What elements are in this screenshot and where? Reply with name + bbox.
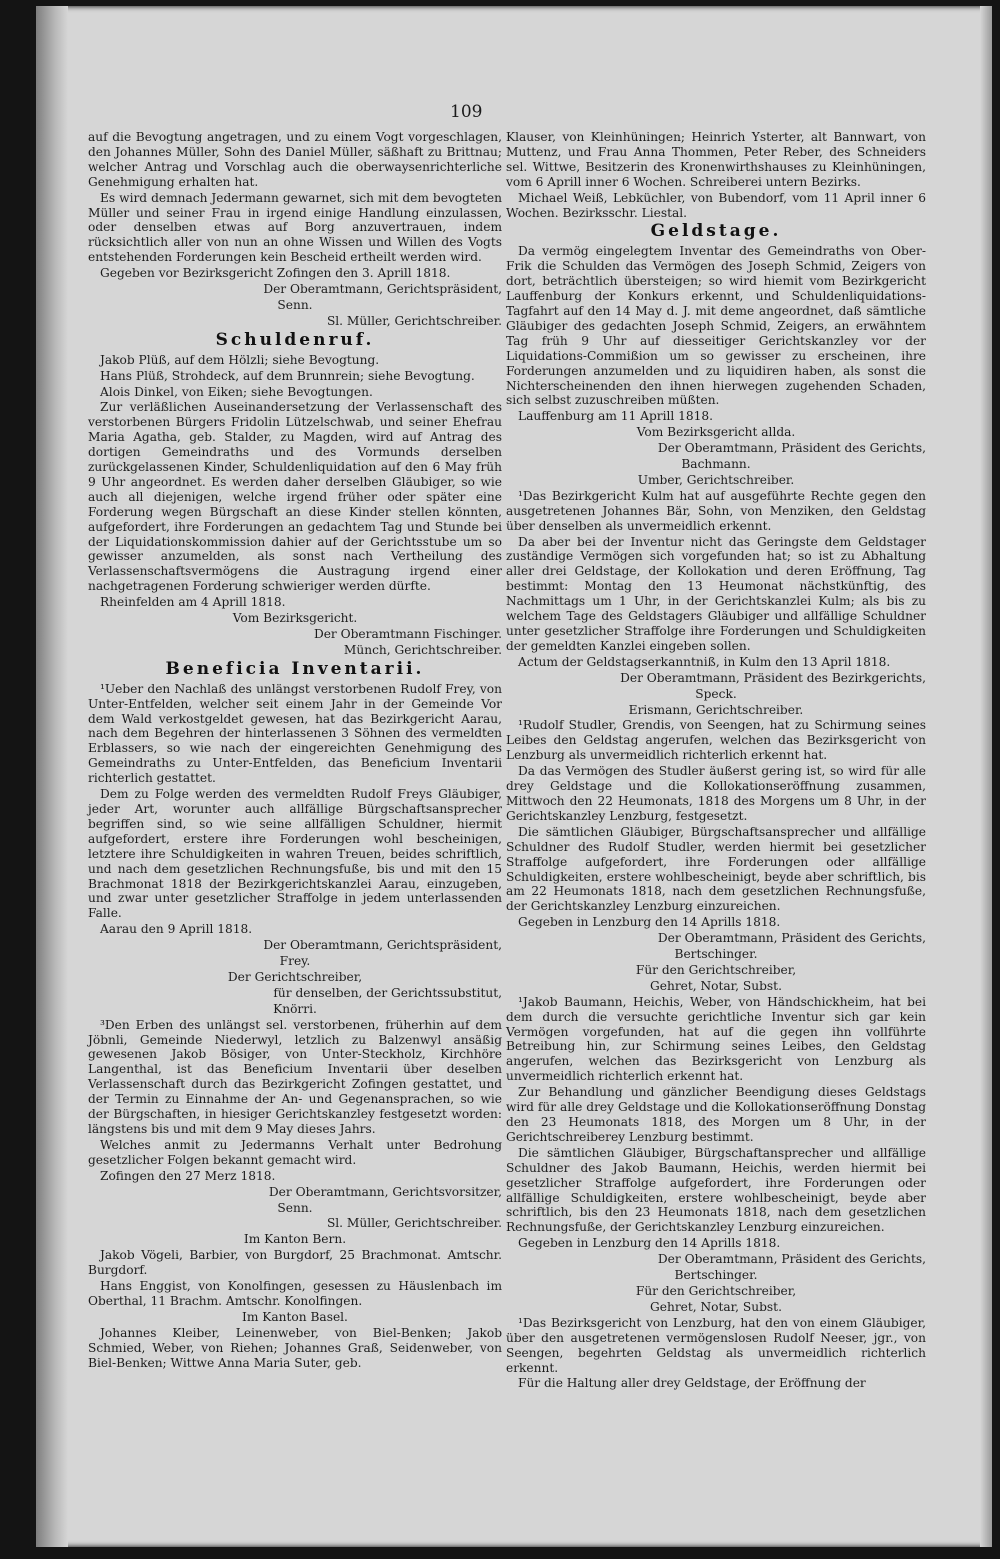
paragraph: ¹Jakob Baumann, Heichis, Weber, von Händschickheim, hat bei dem durch die versuchte gerichtliche Inventur sich gar kein Vermögen vorgefunden, hat auf die gegen ihn vollführte Betreibung hin, zur Schirmung seines Leibes, den Geldstag angerufen, welchen das Bezirksgericht von Lenzburg als unvermeidlich richterlich erkennt hat. [506,994,926,1084]
page-edge-shadow [980,6,992,1547]
signature: Umber, Gerichtschreiber. [637,472,795,487]
paragraph: ¹Das Bezirksgericht von Lenzburg, hat den von einem Gläubiger, über den ausgetretenen vermögenslosen Rudolf Neeser, jgr., von Seengen, begehrten Geldstag als unvermeidlich richterlich erkennt. [506,1315,926,1375]
section-heading-schuldenruf: Schuldenruf. [215,329,375,350]
paragraph: ³Den Erben des unlängst sel. verstorbenen, früherhin auf dem Jöbnli, Gemeinde Niederwyl, letzlich zu Balzenwyl ansäßig gewesenen Jakob Bösiger, von Unter-Steckholz, Kirchhöre Langenthal, ist das Beneficium Inventarii über deselben Verlassenschaft durch das Bezirkgericht Zofingen gestattet, und der Termin zu Einnahme der An- und Gegenansprachen, so wie der Bürgschaften, in hiesiger Gerichtskanzley festgesetzt worden: längstens bis und mit dem 9 May dieses Jahrs. [88,1017,502,1136]
page-number: 109 [450,102,483,122]
signature: Der Oberamtmann Fischinger. [313,627,502,641]
paragraph: ¹Das Bezirkgericht Kulm hat auf ausgeführte Rechte gegen den ausgetretenen Johannes Bär, Sohn, von Menziken, den Geldstag über denselben als unvermeidlich erkennt. [506,488,926,533]
signature: Vom Bezirksgericht allda. [636,425,796,440]
paragraph: Klauser, von Kleinhüningen; Heinrich Ysterter, alt Bannwart, von Muttenz, und Frau Anna Thommen, Peter Reber, des Schneiders sel. Wittwe, Besitzerin des Kronenwirthshauses zu Kleinhüningen, vom 6 Aprill inner 6 Wochen. Schreiberei untern Bezirks. [506,130,926,189]
subheading: Im Kanton Bern. [243,1232,347,1247]
section-heading-geldstage: Geldstage. [650,221,782,242]
right-column [506,130,926,1392]
paragraph: auf die Bevogtung angetragen, und zu einem Vogt vorgeschlagen, den Johannes Müller, Sohn des Daniel Müller, säßhaft zu Brittnau; welcher Antrag und Vorschlag auch die oberwaysenrichterliche Genehmigung erhalten hat. [88,130,502,189]
paragraph: Hans Plüß, Strohdeck, auf dem Brunnrein; siehe Bevogtung. [100,368,475,383]
dateline: Zofingen den 27 Merz 1818. [100,1168,276,1183]
dateline: Aarau den 9 Aprill 1818. [100,922,253,937]
signature: Der Gerichtschreiber, [227,969,363,984]
signature: Für den Gerichtschreiber, [635,962,797,977]
paragraph: Zur Behandlung und gänzlicher Beendigung dieses Geldstags wird für alle drey Geldstage und die Kollokationseröffnung Donstag den 23 Heumonats 1818, des Morgen um 8 Uhr, in der Gerichtschreiberey Lenzburg bestimmt. [506,1085,926,1144]
signature: Bertschinger. [674,947,758,962]
signature: Sl. Müller, Gerichtschreiber. [326,313,502,328]
paragraph: Da aber bei der Inventur nicht das Geringste dem Geldstager zuständige Vermögen sich vorgefunden hat; so ist zu Abhaltung aller drei Geldstage, der Kollokation und deren Eröffnung, Tag bestimmt: Montag den 13 Heumonat nächstkünftig, des Nachmittags um 1 Uhr, in der Gerichtskanzlei Kulm; als bis zu welchem Tage des Geldstagers Gläubiger und allfällige Schuldner unter gesetzlicher Straffolge ihre Forderungen und Schuldigkeiten der gemeldten Kanzlei eingeben sollen. [506,534,926,653]
subheading: Im Kanton Basel. [242,1309,348,1324]
newspaper-page [36,6,992,1547]
signature: Bachmann. [681,457,751,472]
signature: Für den Gerichtschreiber, [635,1283,797,1298]
signature: Vom Bezirksgericht. [232,611,358,626]
dateline: Gegeben vor Bezirksgericht Zofingen den 3. Aprill 1818. [100,266,451,281]
paragraph: Da vermög eingelegtem Inventar des Gemeindraths von Ober-Frik die Schulden das Vermögen des Joseph Schmid, Zeigers von dort, beträchtlich übersteigen; so wird hiemit vom Bezirkgericht Lauffenburg der Konkurs erkennt, und Schuldenliquidations-Tagfahrt auf den 14 May d. J. mit deme angeordnet, daß sämtliche Gläubiger des gedachten Joseph Schmid, Zeigers, an erwähntem Tag früh 9 Uhr auf diesseitiger Gerichtskanzley vor der Liquidations-Commißion um so gewisser zu erscheinen, ihre Forderungen anzumelden und zu liquidiren haben, als sonst die Nichterscheinenden den ihnen hierwegen zugehenden Schaden, sich selbst zuzuschreiben müßten. [506,244,926,408]
signature: Der Oberamtmann, Gerichtspräsident, [263,938,502,953]
paragraph: Dem zu Folge werden des vermeldten Rudolf Freys Gläubiger, jeder Art, worunter auch allfällige Bürgschaftsansprecher begriffen sind, so wie seine allfälligen Schuldner, hiermit aufgefordert, erstere ihre Forderungen wohl bescheinigen, letztere ihre Schuldigkeiten in wahren Treuen, beides schriftlich, und nach dem gesetzlichen Rechnungsfuße, bis und mit den 15 Brachmonat 1818 der Bezirkgerichtskanzlei Aarau, einzugeben, und zwar unter gesetzlicher Straffolge in jedem unterlassenden Falle. [88,787,502,921]
paragraph: Hans Enggist, von Konolfingen, gesessen zu Häuslenbach im Oberthal, 11 Brachm. Amtschr. Konolfingen. [88,1279,502,1308]
paragraph: ¹Rudolf Studler, Grendis, von Seengen, hat zu Schirmung seines Leibes den Geldstag angerufen, welchen das Bezirksgericht von Lenzburg als unvermeidlich richterlich erkennt hat. [506,718,926,763]
left-column [88,130,502,1372]
signature: Bertschinger. [674,1268,758,1283]
paragraph: ¹Ueber den Nachlaß des unlängst verstorbenen Rudolf Frey, von Unter-Entfelden, welcher seit einem Jahr in der Gemeinde Vor dem Wald verkostgeldet gewesen, hat das Bezirkgericht Aarau, nach dem Begehren der hinterlassenen 3 Söhnen des vermeldten Erblassers, so wie nach der eingereichten Genehmigung des Gemeindraths zu Unter-Entfelden, das Beneficium Inventarii richterlich gestattet. [88,681,502,786]
signature: Erismann, Gerichtschreiber. [628,702,804,717]
signature: Knörri. [273,1001,317,1016]
paragraph: Jakob Plüß, auf dem Hölzli; siehe Bevogtung. [100,352,380,367]
signature: Speck. [695,686,737,701]
paragraph: Alois Dinkel, von Eiken; siehe Bevogtungen. [100,384,373,399]
dateline: Rheinfelden am 4 Aprill 1818. [100,595,286,610]
signature: Der Oberamtmann, Gerichtspräsident, [263,282,502,297]
signature: Der Oberamtmann, Präsident des Bezirkgerichts, [620,670,926,685]
paragraph: Die sämtlichen Gläubiger, Bürgschaftansprecher und allfällige Schuldner des Jakob Baumann, Heichis, werden hiermit bei gesetzlicher Straffolge aufgefordert, ihre Forderungen oder allfällige Schuldigkeiten, erstere wohlbescheinigt, beyde aber schriftlich, bis den 23 Heumonats 1818, nach dem gesetzlichen Rechnungsfuße, der Gerichtskanzley Lenzburg einzureichen. [506,1145,926,1235]
signature: Gehret, Notar, Subst. [650,978,782,993]
paragraph: Michael Weiß, Lebküchler, von Bubendorf, vom 11 April inner 6 Wochen. Bezirksschr. Liestal. [506,190,926,220]
page-fold-shadow [36,6,68,1547]
dateline: Actum der Geldstagserkanntniß, in Kulm den 13 April 1818. [518,654,891,669]
paragraph: Es wird demnach Jedermann gewarnet, sich mit dem bevogteten Müller und seiner Frau in irgend einige Handlung einzulassen, oder denselben etwas auf Borg anzuvertrauen, indem rücksichtlich aller von nun an ohne Wissen und Willen des Vogts entstehenden Forderungen kein Bescheid ertheilt werden wird. [88,190,502,265]
signature: Senn. [277,1200,313,1215]
paragraph: Da das Vermögen des Studler äußerst gering ist, so wird für alle drey Geldstage und die Kollokationseröffnung zusammen, Mittwoch den 22 Heumonats, 1818 des Morgens um 8 Uhr, in der Gerichtskanzley Lenzburg, festgesetzt. [506,764,926,823]
paragraph: Die sämtlichen Gläubiger, Bürgschaftsansprecher und allfällige Schuldner des Rudolf Studler, werden hiermit bei gesetzlicher Straffolge aufgefordert, ihre Forderungen oder allfällige Schuldigkeiten, erstere wohlbescheinigt, beyde aber schriftlich, bis am 22 Heumonats 1818, nach dem gesetzlichen Rechnungsfuße, der Gerichtskanzley Lenzburg einzureichen. [506,824,926,914]
signature: Münch, Gerichtschreiber. [343,642,502,657]
paragraph: Johannes Kleiber, Leinenweber, von Biel-Benken; Jakob Schmied, Weber, von Riehen; Johannes Graß, Seidenweber, von Biel-Benken; Wittwe Anna Maria Suter, geb. [88,1325,502,1370]
paragraph: Jakob Vögeli, Barbier, von Burgdorf, 25 Brachmonat. Amtschr. Burgdorf. [88,1248,502,1278]
paragraph: Zur verläßlichen Auseinandersetzung der Verlassenschaft des verstorbenen Bürgers Fridolin Lützelschwab, und seiner Ehefrau Maria Agatha, geb. Stalder, zu Magden, wird auf Antrag des dortigen Gemeindraths und des Vormunds derselben zurückgelassenen Kinder, Schuldenliquidation auf den 6 May früh 9 Uhr angeordnet. Es werden daher derselben Gläubiger, so wie auch all diejenigen, welche irgend früher oder später eine Forderung wegen Bürgschaft an diese Kinder stellen könnten, aufgefordert, ihre Forderungen an gedachtem Tag und Stunde bei der Liquidationskommission dahier auf der Gerichtsstube um so gewisser anzumelden, als sonst nach Vertheilung des Verlassenschaftsvermögens die Austragung irgend einer nachgetragenen Forderung schwieriger werden dürfte. [88,400,502,594]
dateline: Gegeben in Lenzburg den 14 Aprills 1818. [518,915,781,930]
signature: Senn. [277,297,313,312]
paragraph: Welches anmit zu Jedermanns Verhalt unter Bedrohung gesetzlicher Folgen bekannt gemacht wird. [88,1137,502,1167]
signature: Gehret, Notar, Subst. [650,1299,782,1314]
paragraph: Für die Haltung aller drey Geldstage, der Eröffnung der [518,1376,866,1391]
signature: für denselben, der Gerichtssubstitut, [273,985,502,1000]
section-heading-beneficia: Beneficia Inventarii. [165,658,425,679]
signature: Der Oberamtmann, Präsident des Gerichts, [657,441,926,456]
dateline: Lauffenburg am 11 Aprill 1818. [518,409,714,424]
signature: Der Oberamtmann, Präsident des Gerichts, [657,1252,926,1267]
dateline: Gegeben in Lenzburg den 14 Aprills 1818. [518,1236,781,1251]
signature: Sl. Müller, Gerichtschreiber. [326,1216,502,1231]
signature: Der Oberamtmann, Präsident des Gerichts, [657,931,926,946]
signature: Frey. [279,954,311,969]
signature: Der Oberamtmann, Gerichtsvorsitzer, [268,1184,502,1199]
